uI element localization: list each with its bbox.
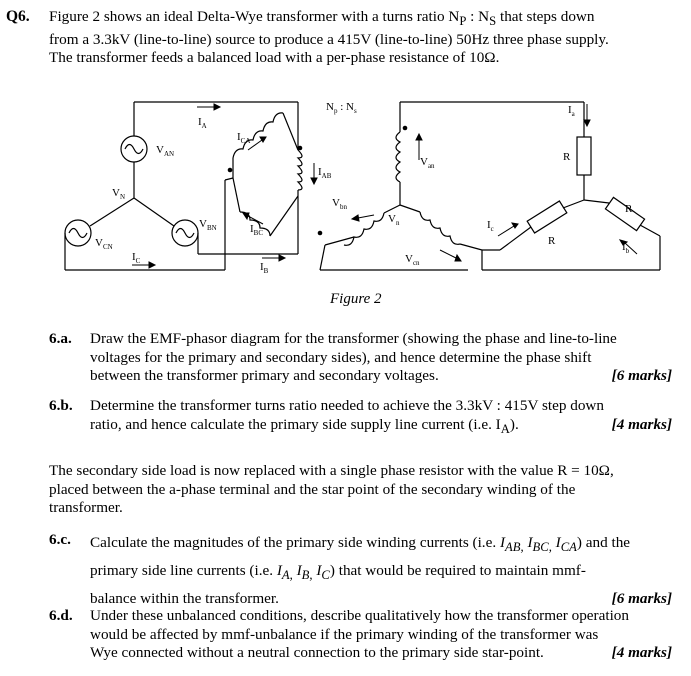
part-c-label: 6.c. <box>49 531 71 548</box>
part-d-line2: would be affected by mmf-unbalance if the primary winding of the transformer was <box>90 625 599 643</box>
label-Vcn: $V_{cn}$ <box>405 253 420 267</box>
part-c-line1b: ) and the <box>576 534 631 551</box>
part-c-line3: balance within the transformer. <box>90 590 279 608</box>
label-R2: R <box>548 235 556 247</box>
part-a-line2: voltages for the primary and secondary sides), and hence determine the phase shift <box>90 348 592 366</box>
ia-sub: A, <box>281 568 293 583</box>
part-d-line3: Wye connected without a neutral connection to the primary side star-point. <box>90 644 544 661</box>
part-a-line1: Draw the EMF-phasor diagram for the transformer (showing the phase and line-to-line <box>90 330 617 347</box>
label-Vbn: $V_{bn}$ <box>332 197 347 211</box>
part-b-marks: [4 marks] <box>611 415 672 433</box>
label-VBN: $V_{BN}$ <box>199 218 217 232</box>
intro-colon: : N <box>466 8 490 25</box>
part-d-marks: [4 marks] <box>611 644 672 661</box>
ibc-symbol: I <box>523 534 533 551</box>
part-a-text <box>90 330 672 386</box>
label-ICA: $I_{CA}$ <box>237 131 251 145</box>
ib-symbol: I <box>292 562 302 580</box>
ica-sub: CA <box>560 540 577 555</box>
ibc-sub: BC, <box>532 540 552 555</box>
part-a-marks: [6 marks] <box>611 367 672 384</box>
paragraph-line1: The secondary side load is now replaced with a single phase resistor with the value R = 10Ω, <box>49 462 614 479</box>
label-R1: R <box>563 151 571 163</box>
intro-line1: Figure 2 shows an ideal Delta-Wye transformer with a turns ratio N <box>49 8 460 25</box>
intro-sub-s: S <box>489 14 497 29</box>
label-VAN: $V_{AN}$ <box>156 144 175 158</box>
label-IBC: $I_{BC}$ <box>250 223 264 237</box>
part-d-line1: Under these unbalanced conditions, describe qualitatively how the transformer operation <box>90 607 629 624</box>
part-b-sub: A <box>500 421 510 436</box>
ib-sub: B, <box>301 568 313 583</box>
label-VN: $V_N$ <box>112 187 126 201</box>
intro-rest1: that steps down <box>496 8 595 25</box>
load-resistor-b <box>527 201 567 233</box>
part-b-line1: Determine the transformer turns ratio needed to achieve the 3.3kV : 415V step down <box>90 397 604 414</box>
load-resistor-a <box>577 137 591 175</box>
secondary-load-paragraph <box>49 462 675 518</box>
label-VCN: $V_{CN}$ <box>95 237 113 251</box>
part-a-label: 6.a. <box>49 330 72 347</box>
intro-line3: The transformer feeds a balanced load with a per-phase resistance of 10Ω. <box>49 49 500 67</box>
part-c-line2a: primary side line currents (i.e. <box>90 562 277 580</box>
figure-caption: Figure 2 <box>330 291 382 307</box>
label-IAB: $I_{AB}$ <box>318 166 332 180</box>
part-c-line1a: Calculate the magnitudes of the primary side winding currents (i.e. <box>90 534 500 551</box>
intro-sub-p: P <box>459 14 467 29</box>
question-number: Q6. <box>6 8 30 25</box>
part-b-text <box>90 397 672 438</box>
part-a-line3: between the transformer primary and secondary voltages. <box>90 367 439 384</box>
paragraph-line2: placed between the a-phase terminal and the star point of the secondary winding of the <box>49 480 576 498</box>
label-Vn: $V_n$ <box>388 213 400 227</box>
label-ratio: $N_p$ : $N_s$ <box>326 101 357 115</box>
part-b-line2: ratio, and hence calculate the primary side supply line current (i.e. I <box>90 415 501 433</box>
part-c-text <box>90 531 672 610</box>
label-Van: $V_{an}$ <box>420 156 435 170</box>
label-IC: $I_C$ <box>132 251 141 265</box>
label-Ia: $I_a$ <box>568 104 575 118</box>
intro-line2: from a 3.3kV (line-to-line) source to produce a 415V (line-to-line) 50Hz three phase supply. <box>49 30 609 48</box>
label-Ic: $I_c$ <box>487 219 494 233</box>
part-d-text <box>90 607 672 663</box>
part-b-label: 6.b. <box>49 397 73 414</box>
part-c-line2b: ) that would be required to maintain mmf- <box>329 562 586 580</box>
paragraph-line3: transformer. <box>49 499 123 516</box>
ic-sub: C <box>321 568 330 583</box>
ica-symbol: I <box>551 534 561 551</box>
ic-symbol: I <box>312 562 322 580</box>
label-Ib: $I_b$ <box>622 241 630 255</box>
iab-symbol: I <box>499 534 506 551</box>
part-c-marks: [6 marks] <box>611 590 672 608</box>
iab-sub: AB, <box>505 540 524 555</box>
part-d-label: 6.d. <box>49 607 73 624</box>
ia-symbol: I <box>276 562 282 580</box>
label-IB: $I_B$ <box>260 261 269 275</box>
part-b-close: ). <box>509 415 519 433</box>
label-R3: R <box>625 203 633 215</box>
label-IA: $I_A$ <box>198 116 207 130</box>
